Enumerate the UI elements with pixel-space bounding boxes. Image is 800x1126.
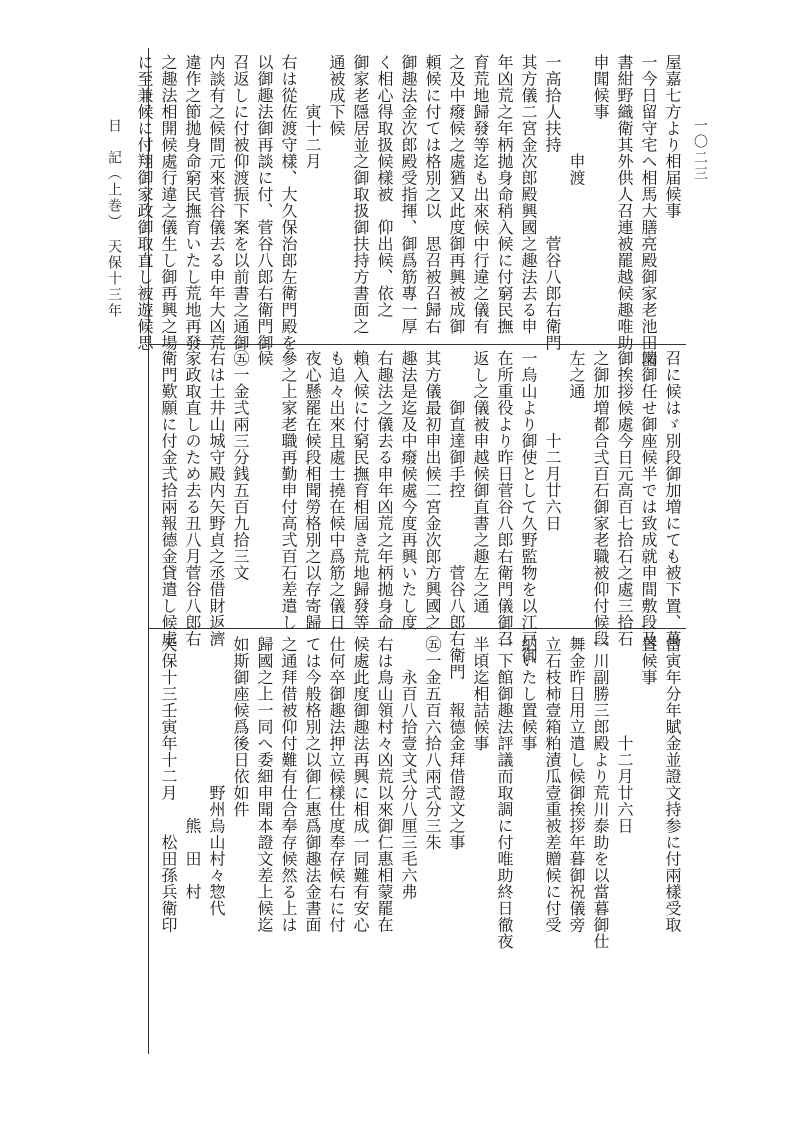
text-line: 御挨拶候處今日元高百七拾石之處三拾石 [615, 350, 634, 647]
text-line: 返し之儀被申越候御直書之趣左之通 [471, 350, 490, 614]
text-line: 候 [255, 350, 274, 367]
text-line: 端御任せ御座候半では致成就申間敷段及 [639, 350, 658, 647]
text-line: 其方儀最初申出候二宮金次郎方興國之 [423, 350, 442, 631]
text-line: 賴入候に付窮民撫育相屆き荒地歸發等 [351, 350, 370, 631]
text-line: 報德金拜借證文之事 [447, 636, 466, 851]
text-line: 之通拜借被仰付難有仕合奉存候然る上は [279, 636, 298, 933]
text-line: 屋嘉七方より相届候事 [663, 54, 682, 219]
text-line: 家政取直しのため去る丑八月菅谷八郎右 [183, 350, 202, 647]
text-line: 熊 田 村 [183, 636, 202, 900]
text-line: 天保十三壬寅年十二月 松田孫兵衛印 [159, 636, 178, 933]
text-line: く相心得取扱候樣被 仰出候、依之 [375, 54, 394, 318]
text-line: 申渡 [567, 54, 586, 186]
text-line: 仕何卒御趣法押立候樣仕度奉存候右に付 [327, 636, 346, 933]
band-divider-top [148, 344, 686, 345]
text-line: 右趣法之儀去る申年凶荒之年柄拋身命 [375, 350, 394, 631]
text-line: 違作之節拋身命窮民撫育いたし荒地再發 [183, 54, 202, 351]
text-line: 之及中癈候之處猶又此度御再興被成御 [447, 54, 466, 335]
text-line: も追々出來且處士撓在候中爲筋之儀日 [327, 350, 346, 631]
text-line: 育荒地歸發等迄も出來候中行違之儀有 [471, 54, 490, 335]
text-line: 左之通 [567, 350, 586, 400]
page-number: 一〇二三 [692, 118, 708, 182]
text-line: 右は鳥山領村々凶荒以來御仁惠相蒙罷在 [375, 636, 394, 933]
text-line: 頼候に付ては格別之以 思召被召歸右 [423, 54, 442, 335]
text-line: 召返しに付被仰渡振下案を以前書之通御 [231, 54, 250, 351]
text-line: 書紺野織衛其外供人召連被罷越候趣唯助 [615, 54, 634, 351]
text-line: 立石枝柿壹箱粕漬瓜壹重被差贈候に付受 [543, 636, 562, 933]
text-line: 一今日留守宅へ相馬大膳亮殿御家老池田図 [639, 54, 658, 368]
text-line: 十二月廿六日 [615, 636, 634, 834]
text-line: 申聞候事 [591, 54, 610, 120]
text-line: 内談有之候間元來菅谷儀去る申年大凶荒 [207, 54, 226, 351]
text-line: 右は土井山城守殿内矢野貞之丞借財返濟 [207, 350, 226, 647]
text-line: 年凶荒之年柄拋身命稍入候に付窮民撫 [495, 54, 514, 335]
text-line: 右は從佐渡守樣、大久保治郎左衛門殿を [279, 54, 298, 351]
text-line: 寅十二月 [303, 54, 322, 170]
text-line: 一下館御趣法評議而取調に付唯助終日徹夜 [495, 636, 514, 950]
text-line: 在所重役より昨日菅谷八郎右衛門儀御召 [495, 350, 514, 647]
text-line: 一高拾人扶持 菅谷八郎右衛門 [543, 54, 562, 351]
text-band-top [135, 54, 684, 368]
text-line: 趣法是迄及中癈候處今度再興いたし度 [399, 350, 418, 631]
text-line: 如斯御座候爲後日依如件 [231, 636, 250, 818]
text-line: 歸國之上一同へ委細申聞本證文差上候迄 [255, 636, 274, 933]
text-line: 一川副勝三郎殿より荒川泰助を以當暮御仕 [591, 636, 610, 950]
text-line: 半頃迄相詰候事 [471, 636, 490, 752]
text-line: 之趣法相開候處行違之儀生し御再興之場 [159, 54, 178, 351]
text-line: 夜心懸罷在候段相聞勞格別之以存寄歸 [303, 350, 322, 631]
text-line: 通被成下候 [327, 54, 346, 137]
text-frame [135, 48, 686, 1054]
text-line: 衛門歎願に付金弍拾兩報德金貸遣し候處 [159, 350, 178, 647]
text-line: に至兼候に付翔御家政御取直し被遊候思 [135, 54, 154, 351]
running-head: 日 記（上巻） 天保十三年 [106, 118, 122, 319]
text-line: 以御趣法御再談に付、菅谷八郎右衛門御 [255, 54, 274, 351]
text-line: 當寅年分年賦金並證文持参に付兩樣受取 [663, 636, 682, 933]
text-line: ㊄一金弍兩三分銭五百九拾三文 [231, 350, 250, 581]
text-line: 召に候はゞ別段御加増にても被下置、萬 [663, 350, 682, 647]
text-band-bottom [158, 636, 684, 1048]
text-line: ては今般格別之以御仁惠爲御趣法金書面 [303, 636, 322, 933]
text-line: 其方儀二宮金次郎殿興國之趣法去る申 [519, 54, 538, 335]
text-line: 一烏山より御使として久野監物を以江戸御 [519, 350, 538, 664]
text-line: 之御加増都合弍百石御家老職被仰付候段 [591, 350, 610, 647]
text-line: 御趣法金次郎殿受指揮、御爲筋專一厚 [399, 54, 418, 335]
text-line: 御直達御手控 菅谷八郎右衛門 [447, 350, 466, 680]
text-line: 納いたし置候事 [519, 636, 538, 752]
text-line: ㊄一金五百六拾八兩弍分三朱 [423, 636, 442, 851]
text-line: 舞金昨日用立遣し候御挨拶年暮御祝儀旁 [567, 636, 586, 933]
text-line: 御家老隱居並之御取扱御扶持方書面之 [351, 54, 370, 335]
text-line: 候處此度御趣法再興に相成一同難有安心 [351, 636, 370, 933]
text-line: 參之上家老職再勤申付高弍百石差遣し [279, 350, 298, 631]
text-line: 置候事 [639, 636, 658, 686]
text-line: 野州烏山村々惣代 [207, 636, 226, 917]
text-line: 永百八拾壹文弍分八厘三毛六弗 [399, 636, 418, 900]
text-line: 十二月廿六日 [543, 350, 562, 532]
